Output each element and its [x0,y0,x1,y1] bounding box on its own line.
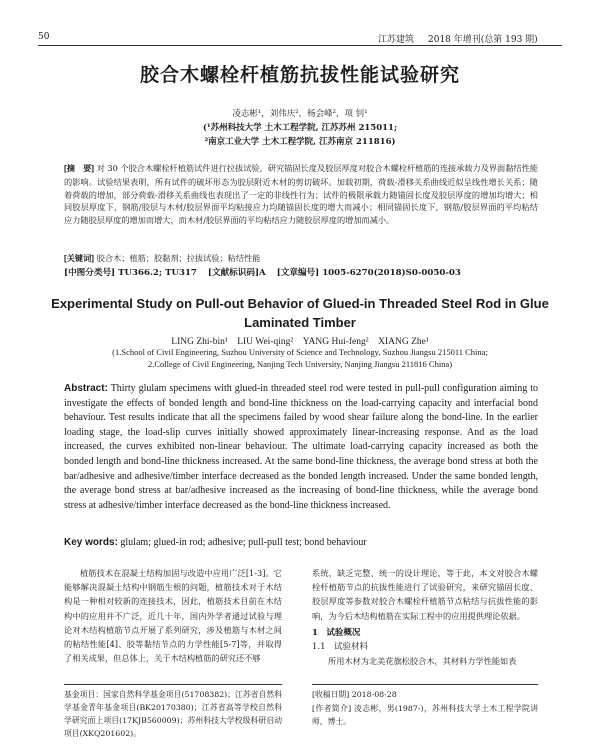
affiliation-cn-2: ²南京工业大学 土木工程学院, 江苏南京 211816) [204,137,396,147]
section-1-heading: 1 试验概况 [312,628,361,638]
body-right-paragraph: 系统，缺乏完整、统一的设计理论，等于此，本文对胶合木螺栓杆植筋节点的抗拔性能进行了试验研究，来研究锚固长度、胶层厚度等参数对胶合木螺栓杆植筋节点粘结与抗拔性能的影响，为今后木结构植筋在实际工程中的应用提供理论依据。 [312,568,538,621]
affiliation-en-1: (1.School of Civil Engineering, Suzhou University of Science and Technology, Suzhou Jiangsu 215011 China; [112,347,488,357]
abstract-en [64,382,538,513]
clc-label: [中图分类号] [64,268,116,278]
header-rule [38,45,562,46]
footnote-rule-right [312,684,538,685]
keywords-cn-text: 胶合木；植筋；胶黏剂；拉拔试验；粘结性能 [96,253,261,263]
abstract-cn-text: 对 30 个胶合木螺栓杆植筋试件进行拉拔试验，研究锚固长度及胶层厚度对胶合木螺栓杆植筋的连接承载力及界面黏结性能的影响。试验结果表明，所有试件的破坏形态为胶层附近木材的剪切破坏。加载初期，荷载-滑移关系曲线近似呈线性增长关系；随着荷载的增加，部分荷载-滑移关系曲线也表现出了一定的非线性行为；试件的极限承载力随锚固长度及胶层厚度的增加均增大；相同胶层厚度下，钢筋/胶层与木材/胶层界面平均粘接应力均随锚固长度的增大而减小；相同锚固长度下，钢筋/胶层界面的平均粘结应力随胶层厚度的增加而增大，而木材/胶层界面的平均粘结应力随胶层厚度的增加而减小。 [64,163,538,226]
page-number: 50 [38,32,50,42]
doc-code-label: [文献标识码] [207,268,260,278]
body-left-paragraph: 植筋技术在混凝土结构加固与改造中应用广泛[1-3]。它能够解决混凝土结构中钢筋生根的问题，植筋技术对于木结构是一种相对较新的连接技术，因此，植筋技术目前在木结构中的应用并不广泛，近几十年，国内外学者通过试验与理论对木结构植筋节点开展了系列研究，涉及植筋与木材之间的粘结性能[4]、胶等黏结节点的力学性能[5-7]等，并取得了相关成果，但总体上，关于木结构植筋的研究还不够 [64,568,282,664]
received-date: [收稿日期] 2018-08-28 [312,690,397,699]
article-id-value: 1005-6270(2018)S0-0050-03 [322,268,461,278]
article-id-label: [文章编号] [276,268,320,278]
authors-en: LING Zhi-bin¹ LIU Wei-qing² YANG Hui-feng² XIANG Zhe¹ [171,337,429,347]
title-en: Experimental Study on Pull-out Behavior of Glued-in Threaded Steel Rod in Glue Laminated Timber [51,296,549,330]
body-right-paragraph-2: 所用木材为北美花旗松胶合木，其材料力学性能如表 [328,656,517,666]
journal-issue: 2018 年增刊(总第 193 期) [428,35,538,45]
funding-note: 基金项目：国家自然科学基金项目(51708382)；江苏省自然科学基金青年基金项目(BK20170380)；江苏省高等学校自然科学研究面上项目(17KJB560009)；苏州科技大学校级科研启动项目(XKQ201602)。 [64,690,282,738]
affiliation-en-2: 2.College of Civil Engineering, Nanjing Tech University, Nanjing Jiangsu 211816 China) [147,359,453,369]
doc-code-value: A [259,268,266,278]
title-cn: 胶合木螺栓杆植筋抗拔性能试验研究 [139,64,460,86]
authors-cn: 凌志彬¹，刘伟庆²，杨会峰²，项 钊¹ [232,109,368,119]
abstract-en-text: Thirty glulam specimens with glued-in threaded steel rod were tested in pull-pull configuration aiming to investigate the effects of bonded length and bond-line thickness on the load-carrying capacity and interfacial bond behaviour. Test results indicate that all the specimens failed by wood shear failure along the bond-line. In the earlier loading stage, the load-slip curves initially showed approximately linear-increasing response. And as the load increased, the curves exhibited non-linear behaviour. The ultimate load-carrying capacity increased as both the bonded length and bond-line thickness increased. At the same bond-line thickness, the average bond stress at both the bar/adhesive and adhesive/timber interface decreased as the bonded length increased. Under the same bonded length, the average bond stress at bar/adhesive increased as the increasing of bond-line thickness, while the average bond stress at adhesive/timber interface decreased as the bond-line thickness increased. [64,383,538,511]
keywords-cn [64,252,538,266]
keywords-en-label: Key words: [64,537,118,548]
section-1-1-heading: 1.1 试验材料 [312,642,369,652]
affiliation-cn-1: (¹苏州科技大学 土木工程学院, 江苏苏州 215011; [202,123,398,133]
footnote-rule-left [64,684,282,685]
keywords-en [64,536,538,551]
keywords-cn-label: [关键词] [64,254,95,263]
classification-line [64,266,538,278]
abstract-cn-label: [摘 要] [64,164,95,173]
abstract-cn [64,162,538,227]
author-info: [作者简介] 凌志彬，男(1987-)，苏州科技大学土木工程学院讲师，博士。 [312,704,538,726]
keywords-en-text: glulam; glued-in rod; adhesive; pull-pull test; bond behaviour [120,537,367,548]
abstract-en-label: Abstract: [64,383,108,394]
clc-value: TU366.2; TU317 [118,268,197,278]
journal-name: 江苏建筑 [378,35,415,45]
